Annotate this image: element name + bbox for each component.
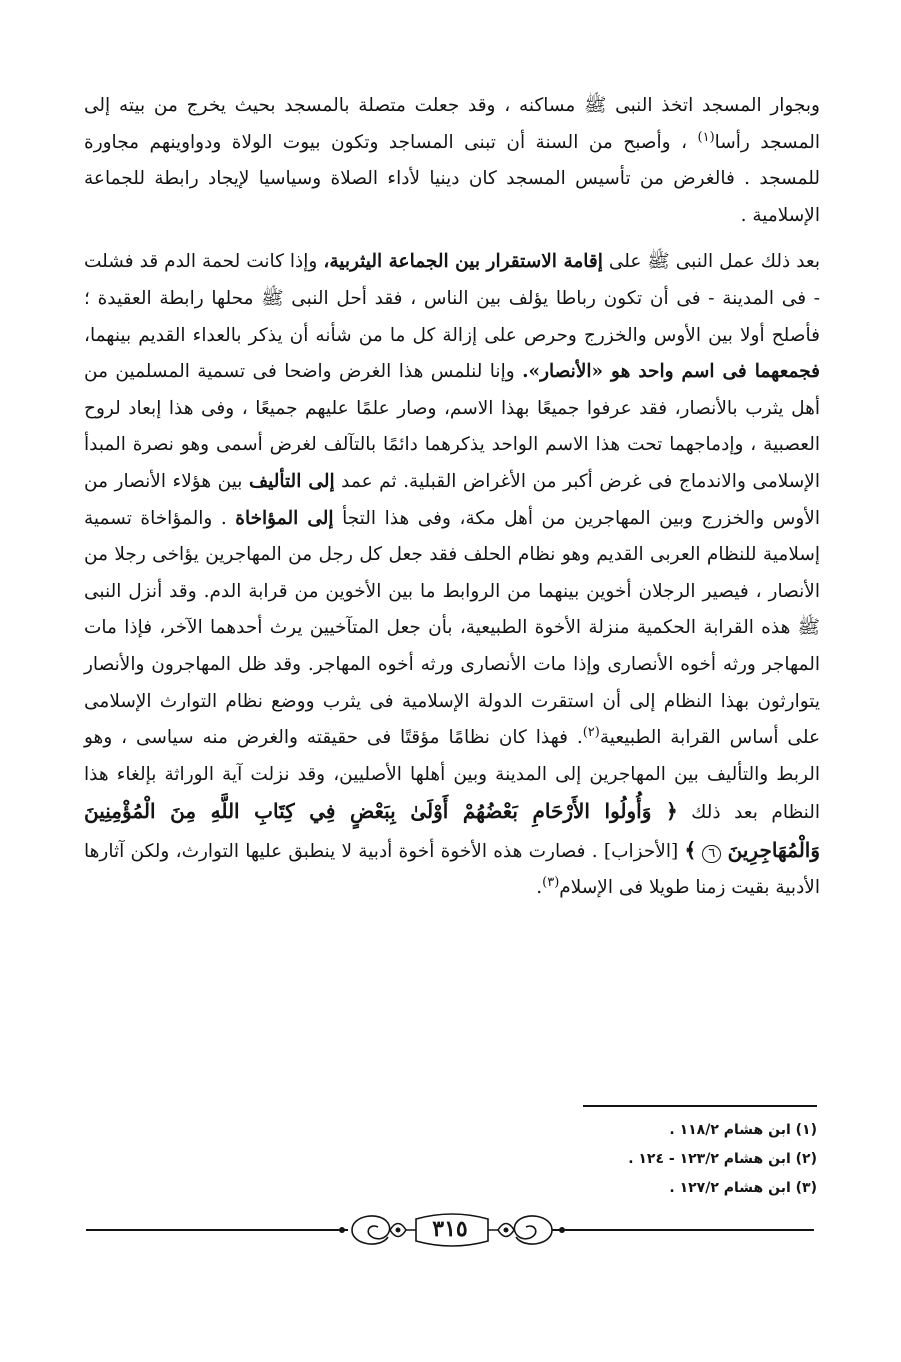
p2-text-k: . فصارت هذه الأخوة أخوة أدبية لا ينطبق عليها التوارث، ولكن آثارها الأدبية بقيت زمنا طويلا فى الإسلام (84, 840, 820, 899)
footnote-ref-3: (٣) (542, 875, 560, 891)
paragraph-1-end: ، وأصبح من السنة أن تبنى المساجد وتكون بيوت الولاة ودواوينهم مجاورة للمسجد . فالغرض من تأسيس المسجد كان دينيا لأداء الصلاة وسياسيا لإيجاد رابطة للجماعة الإسلامية . (84, 131, 820, 226)
paragraph-1 (84, 88, 820, 234)
ornament-left-swirl-lower (352, 1230, 388, 1244)
paragraph-2 (84, 244, 820, 907)
paragraph-1-text: وبجوار المسجد اتخذ النبى ﷺ مساكنه ، وقد جعلت متصلة بالمسجد بحيث يخرج من بيته إلى المسجد رأسا (84, 95, 820, 153)
ornament-dot-right (559, 1227, 565, 1233)
footnote-ref-2: (٢) (582, 724, 600, 740)
footnotes (417, 1116, 817, 1203)
p2-bold-ansar: فجمعهما فى اسم واحد هو «الأنصار». (522, 361, 820, 383)
ornament-dot-left (339, 1227, 345, 1233)
p2-text-j: . فهذا كان نظامًا مؤقتًا فى حقيقته والغرض منه سياسى ، وهو الربط والتأليف بين المهاجرين إلى المدينة وبين أهلها الأصليين، وقد نزلت آية الوراثة بإلغاء هذا النظام بعد ذلك (84, 727, 820, 824)
quran-close: ﴾ (684, 837, 697, 862)
p2-bold-taalif: إلى التأليف (248, 470, 335, 492)
ornament-right-swirl (514, 1216, 552, 1239)
bottom-rule-right (552, 1229, 814, 1231)
p2-text-g: بين هؤلاء الأنصار من الأوس والخزرج وبين المهاجرين من أهل مكة، وفى هذا التجأ (84, 470, 820, 529)
quran-verse: ﴿ وَأُولُوا الأَرْحَامِ بَعْضُهُمْ أَوْلَىٰ بِبَعْضٍ فِي كِتَابِ اللَّهِ مِنَ الْمُؤْمِنِينَ وَالْمُهَاجِرِينَ (84, 799, 821, 862)
p2-text-c: وإذا كانت لحمة الدم قد فشلت - فى المدينة - فى أن تكون رباطا يؤلف بين الناس ، فقد أحل النبى ﷺ محلها رابطة العقيدة ؛ فأصلح أولا بين الأوس والخزرج وحرص على إزالة كل ما من شأنه أن يذكر بالعداء القديم بينهما، (84, 251, 820, 346)
ornament-right-swirl-lower (516, 1230, 552, 1244)
bottom-rule-left (86, 1229, 348, 1231)
page-number: ٣١٥ (432, 1216, 468, 1242)
p2-end: . (536, 877, 543, 899)
p2-bold-stability: إقامة الاستقرار بين الجماعة اليثربية، (323, 251, 603, 273)
p2-text-i: . والمؤاخاة تسمية إسلامية للنظام العربى القديم وهو نظام الحلف فقد جعل كل رجل من المهاجرين يؤاخى رجلا من الأنصار ، فيصير الرجلان أخوين بينهما من الروابط ما بين الأخوين من قرابة الدم. وقد أنزل النبى ﷺ هذه القرابة الحكمية منزلة الأخوة الطبيعية، بأن جعل المتآخيين يرث أحدهما الآخر، فإذا مات المهاجر ورثه أخوه الأنصارى وإذا مات الأنصارى ورثه أخوه المهاجر. وقد ظل المهاجرون والأنصار يتوارثون بهذا النظام إلى أن استقرت الدولة الإسلامية فى يثرب ووضع نظام التوارث الإسلامى على أساس القرابة الطبيعية (84, 507, 820, 749)
footnote-separator (583, 1105, 817, 1107)
p2-bold-muakhat: إلى المؤاخاة (235, 507, 334, 529)
ayah-number: ٦ (702, 845, 721, 863)
p2-text-e: وإنا لنلمس هذا الغرض واضحا فى تسمية المسلمين من أهل يثرب بالأنصار، فقد عرفوا جميعًا بهذا الاسم، وصار علمًا عليهم جميعًا ، وفى هذا إبعاد لروح العصبية ، وإدماجهما تحت هذا الاسم الواحد يذكرهما دائمًا بالتآلف لغرض أسمى وهو نصرة المبدأ الإسلامى والاندماج فى غرض أكبر من الأغراض القبلية. ثم عمد (84, 361, 820, 492)
p2-text-a: بعد ذلك عمل النبى ﷺ على (602, 251, 820, 273)
ornament-left-swirl (352, 1216, 390, 1239)
surah-name: [الأحزاب] (603, 840, 679, 862)
footnote-ref-1: (١) (697, 129, 715, 145)
footnote-2: (٢) ابن هشام ١٢٣/٢ - ١٢٤ . (628, 1151, 817, 1167)
footnote-1: (١) ابن هشام ١١٨/٢ . (669, 1122, 817, 1138)
footnote-3: (٣) ابن هشام ١٢٧/٢ . (669, 1180, 817, 1196)
body-text (84, 88, 820, 907)
